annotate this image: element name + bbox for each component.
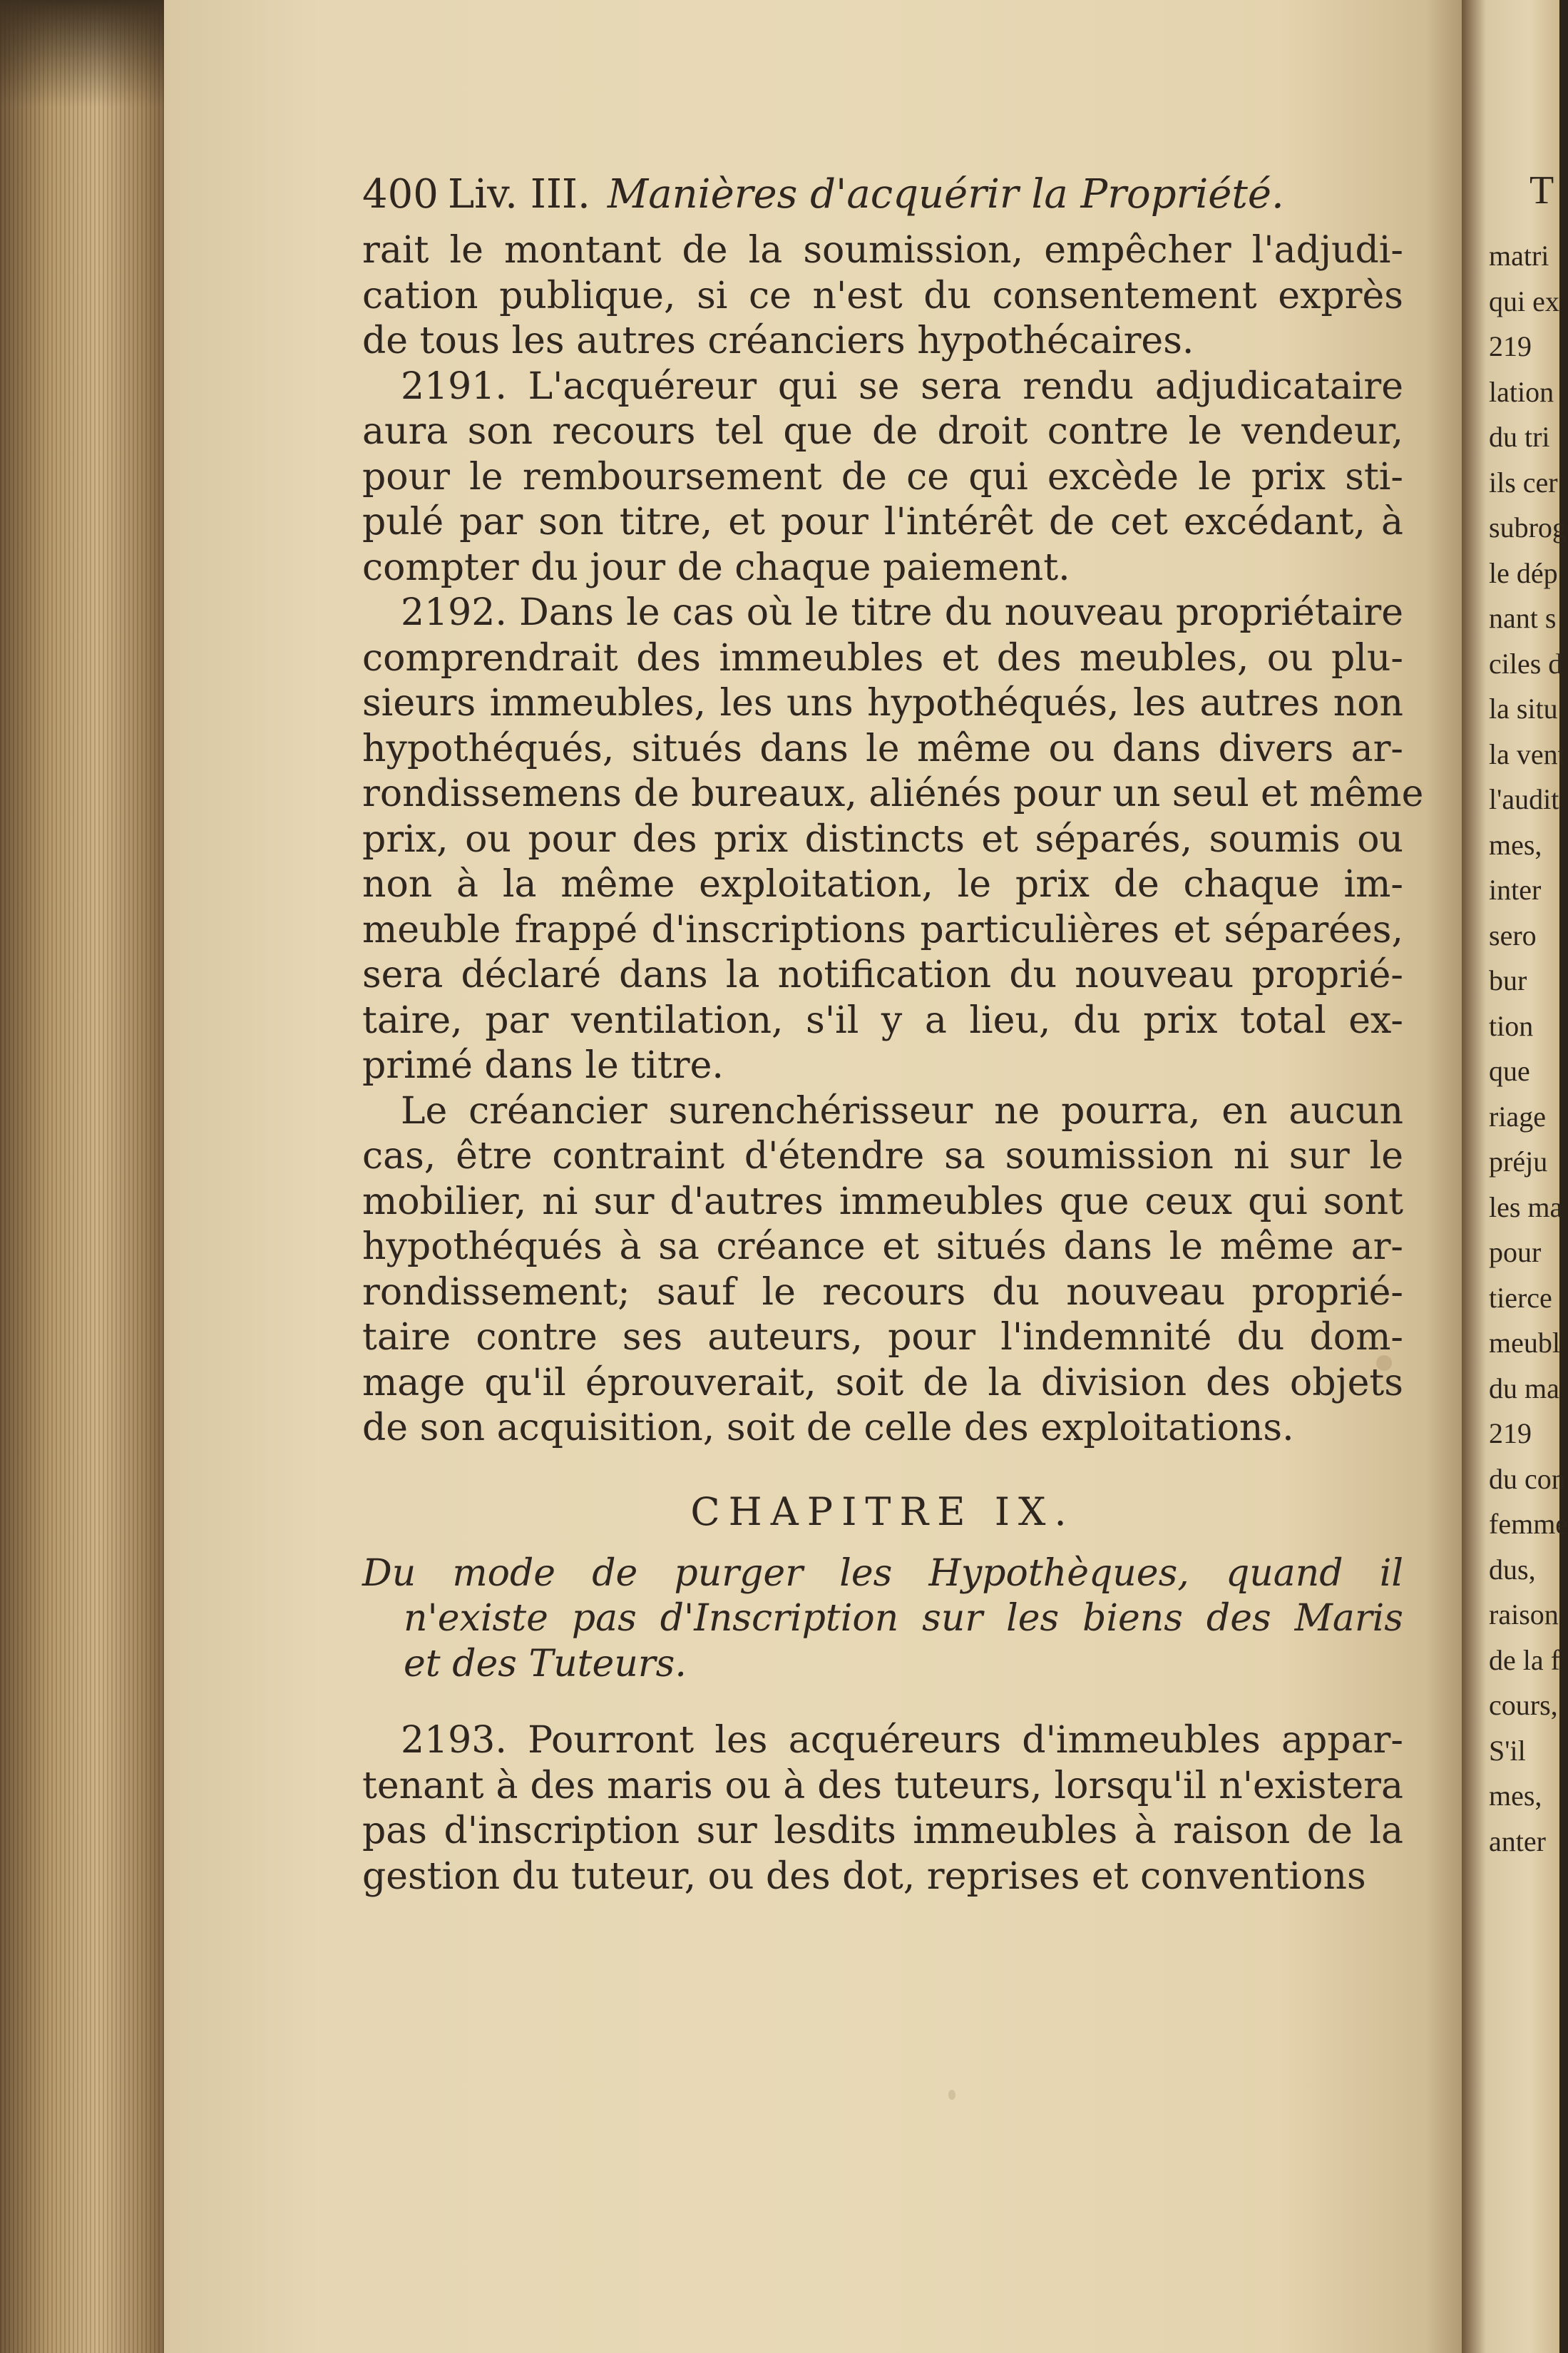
facing-page-line: ils cer	[1489, 466, 1558, 499]
text-line: 2192. Dans le cas où le titre du nouveau propriétaire	[401, 591, 1403, 634]
text-line: non à la même exploitation, le prix de chaque im-	[362, 863, 1403, 906]
paragraph	[362, 1089, 1403, 1451]
chapter-subtitle	[362, 1551, 1403, 1688]
text-line: compter du jour de chaque paiement.	[362, 546, 1070, 589]
text-line: cation publique, si ce n'est du consentement exprès	[362, 274, 1403, 317]
text-line: hypothéqués à sa créance et situés dans le même ar-	[362, 1225, 1403, 1268]
facing-page-line: anter	[1489, 1824, 1546, 1857]
facing-page-line: mes,	[1489, 828, 1542, 861]
subtitle-line: n'existe pas d'Inscription sur les biens des Maris	[404, 1597, 1403, 1640]
subtitle-line: Du mode de purger les Hypothèques, quand il	[362, 1551, 1403, 1595]
text-line: rait le montant de la soumission, empêcher l'adjudi-	[362, 229, 1403, 272]
text-line: sieurs immeubles, les uns hypothéqués, les autres non	[362, 682, 1403, 725]
text-line: comprendrait des immeubles et des meubles, ou plu-	[362, 636, 1403, 680]
subtitle-line: et des Tuteurs.	[404, 1642, 687, 1685]
text-line: sera déclaré dans la notification du nouveau proprié-	[362, 954, 1403, 996]
paragraph	[362, 228, 1403, 364]
facing-page-line: femme	[1489, 1508, 1568, 1540]
facing-page-line: le dép	[1489, 556, 1558, 589]
text-line: taire contre ses auteurs, pour l'indemnité du dom-	[362, 1316, 1403, 1359]
paragraph	[362, 591, 1424, 1089]
text-line: meuble frappé d'inscriptions particulières et séparées,	[362, 908, 1403, 951]
facing-page-line: ciles d	[1489, 647, 1563, 680]
text-line: pas d'inscription sur lesdits immeubles à raison de la	[362, 1810, 1403, 1852]
text-line: aura son recours tel que de droit contre le vendeur,	[362, 410, 1403, 453]
text-line: cas, être contraint d'étendre sa soumission ni sur le	[362, 1135, 1403, 1178]
facing-page-line: matri	[1489, 240, 1549, 272]
text-line: mobilier, ni sur d'autres immeubles que ceux qui sont	[362, 1180, 1403, 1223]
text-line: de son acquisition, soit de celle des exploitations.	[362, 1407, 1294, 1449]
facing-page-line: raison	[1489, 1598, 1559, 1630]
facing-page-line: tion	[1489, 1009, 1534, 1042]
facing-page-line: que	[1489, 1055, 1530, 1087]
facing-page-line: qui ex	[1489, 285, 1559, 317]
running-title: Manières d'acquérir la Propriété.	[607, 171, 1284, 218]
facing-page-line: 219	[1489, 1417, 1532, 1449]
facing-page-line: tierce	[1489, 1281, 1552, 1314]
text-line: prix, ou pour des prix distincts et séparés, soumis ou	[362, 817, 1403, 861]
text-line: mage qu'il éprouverait, soit de la division des objets	[362, 1361, 1403, 1404]
facing-page-line: lation	[1489, 375, 1554, 408]
text-line: 2191. L'acquéreur qui se sera rendu adjudicataire	[401, 364, 1403, 408]
text-line: hypothéqués, situés dans le même ou dans divers ar-	[362, 727, 1403, 770]
facing-page-line: S'il	[1489, 1734, 1526, 1767]
body-text	[362, 228, 1424, 1451]
facing-page-line: dus,	[1489, 1553, 1536, 1586]
facing-page-line: mes,	[1489, 1780, 1542, 1812]
facing-page-line: la situ	[1489, 693, 1558, 725]
facing-page-line: préju	[1489, 1145, 1548, 1178]
facing-page-line: du tri	[1489, 421, 1550, 453]
facing-page-line: bur	[1489, 964, 1527, 996]
facing-page-line: la vent	[1489, 737, 1566, 770]
page-number: 400	[362, 171, 439, 218]
facing-page-line: 219	[1489, 330, 1532, 362]
facing-page-line: inter	[1489, 874, 1542, 906]
text-line: gestion du tuteur, ou des dot, reprises et conventions	[362, 1854, 1366, 1898]
facing-page-line: riage	[1489, 1100, 1546, 1133]
facing-page-line: nant s	[1489, 602, 1557, 634]
paper-spot	[948, 2090, 955, 2100]
facing-page-line: cours,	[1489, 1689, 1558, 1721]
text-line: primé dans le titre.	[362, 1044, 724, 1087]
text-line: pulé par son titre, et pour l'intérêt de cet excédant, à	[362, 501, 1403, 543]
facing-page-line: pour	[1489, 1236, 1542, 1268]
chapter-title: CHAPITRE IX.	[690, 1489, 1075, 1534]
facing-page-line: l'audit	[1489, 783, 1559, 815]
facing-page	[1462, 0, 1568, 2353]
text-line: 2193. Pourront les acquéreurs d'immeubles appar-	[401, 1719, 1403, 1762]
edge-shadow	[0, 0, 164, 107]
text-line: Le créancier surenchérisseur ne pourra, en aucun	[401, 1089, 1403, 1133]
facing-page-line: sero	[1489, 919, 1537, 951]
book-page-edges	[0, 0, 164, 2353]
facing-page-line: les ma	[1489, 1190, 1563, 1223]
text-line: rondissemens de bureaux, aliénés pour un seul et même	[362, 772, 1424, 815]
facing-page-line: meubl	[1489, 1327, 1560, 1359]
facing-page-line: subrog	[1489, 511, 1567, 543]
text-line: tenant à des maris ou à des tuteurs, lorsqu'il n'existera	[362, 1764, 1403, 1807]
running-head	[362, 171, 1403, 228]
facing-page-line: du ma	[1489, 1372, 1559, 1404]
book-number: Liv. III.	[448, 171, 590, 218]
facing-page-line: de la f	[1489, 1643, 1560, 1676]
paragraph-2193	[362, 1718, 1403, 1899]
facing-page-header: T	[1529, 168, 1554, 213]
text-line: de tous les autres créanciers hypothécaires.	[362, 320, 1194, 362]
text-line: taire, par ventilation, s'il y a lieu, du prix total ex-	[362, 999, 1403, 1042]
text-block	[362, 171, 1424, 1899]
text-line: rondissement; sauf le recours du nouveau proprié-	[362, 1270, 1403, 1314]
paragraph	[362, 364, 1403, 591]
text-line: pour le remboursement de ce qui excède le prix sti-	[362, 455, 1403, 499]
facing-page-line: du con	[1489, 1462, 1566, 1495]
